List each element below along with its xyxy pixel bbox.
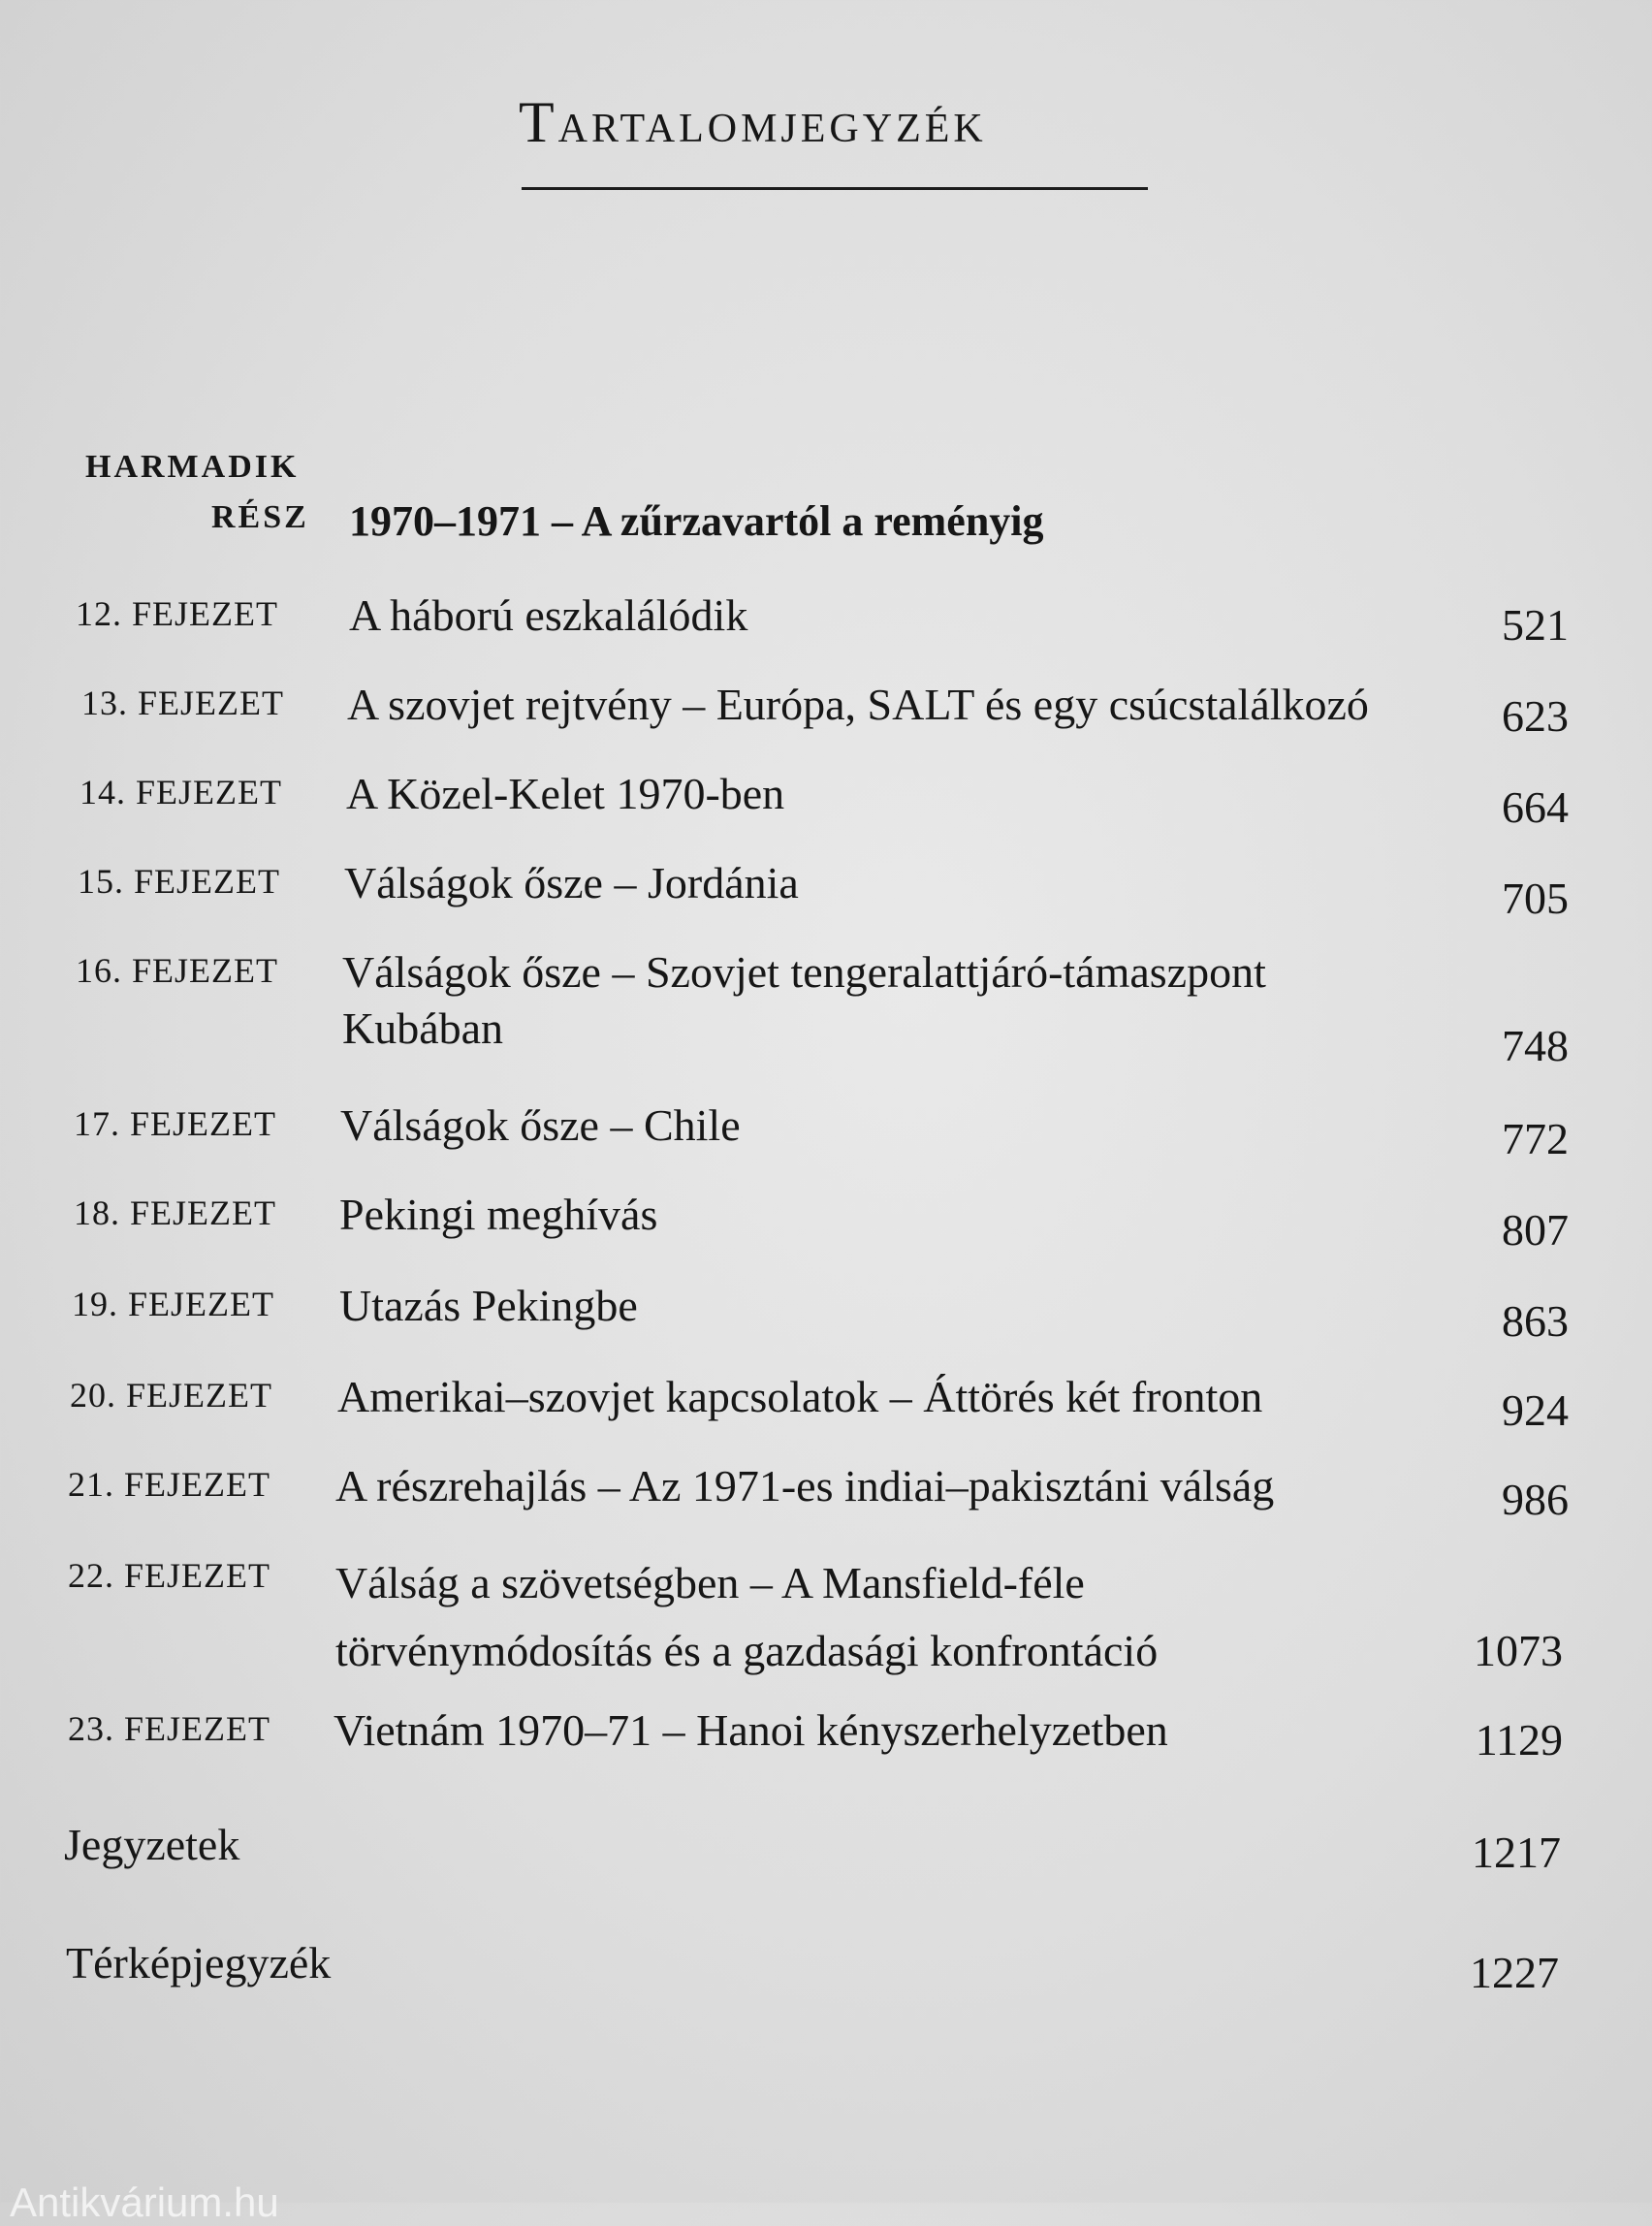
chapter-label: 21. FEJEZET — [68, 1465, 270, 1504]
chapter-page: 664 — [1502, 782, 1569, 832]
chapter-label: 18. FEJEZET — [74, 1193, 276, 1232]
section-title: Térképjegyzék — [66, 1938, 332, 1988]
chapter-title: Pekingi meghívás — [339, 1190, 658, 1239]
chapter-page: 748 — [1502, 1021, 1569, 1070]
chapter-label: 15. FEJEZET — [78, 862, 280, 901]
chapter-title: Válságok ősze – Jordánia — [344, 858, 799, 907]
chapter-title: Válságok ősze – Szovjet tengeralattjáró-támaszpont Kubában — [342, 947, 1266, 1053]
chapter-page: 623 — [1502, 691, 1569, 741]
part-title: 1970–1971 – A zűrzavartól a reményig — [349, 497, 1044, 545]
chapter-title: A háború eszkalálódik — [349, 590, 748, 640]
chapter-title: Vietnám 1970–71 – Hanoi kényszerhelyzetben — [334, 1705, 1168, 1755]
chapter-label: 12. FEJEZET — [76, 594, 278, 633]
chapter-title: Utazás Pekingbe — [339, 1281, 638, 1330]
chapter-page: 521 — [1502, 600, 1569, 650]
chapter-page: 1129 — [1475, 1715, 1563, 1765]
chapter-page: 986 — [1502, 1475, 1569, 1524]
chapter-label: 14. FEJEZET — [79, 773, 282, 811]
chapter-page: 772 — [1502, 1114, 1569, 1163]
chapter-page: 924 — [1502, 1385, 1569, 1435]
chapter-label: 22. FEJEZET — [68, 1556, 270, 1595]
chapter-label: 19. FEJEZET — [72, 1285, 274, 1323]
chapter-title: A részrehajlás – Az 1971-es indiai–pakisztáni válság — [335, 1461, 1275, 1510]
chapter-title: A szovjet rejtvény – Európa, SALT és egy csúcstalálkozó — [347, 680, 1369, 729]
chapter-label: 13. FEJEZET — [81, 684, 284, 722]
chapter-page: 807 — [1502, 1205, 1569, 1255]
chapter-page: 1073 — [1474, 1626, 1563, 1675]
part-label-line2: RÉSZ — [211, 499, 309, 535]
page-title: Tartalomjegyzék — [519, 90, 987, 154]
watermark: Antikvárium.hu — [10, 2179, 279, 2225]
chapter-title: Válság a szövetségben – A Mansfield-féle törvénymódosítás és a gazdasági konfrontáció — [335, 1558, 1159, 1675]
chapter-page: 705 — [1502, 874, 1569, 923]
chapter-page: 863 — [1502, 1296, 1569, 1346]
part-label-line1: HARMADIK — [85, 449, 300, 485]
title-underline — [522, 187, 1148, 190]
section-page: 1217 — [1472, 1828, 1561, 1877]
section-page: 1227 — [1470, 1948, 1559, 1997]
chapter-title: Válságok ősze – Chile — [340, 1100, 741, 1150]
chapter-label: 17. FEJEZET — [74, 1104, 276, 1143]
chapter-label: 23. FEJEZET — [68, 1709, 270, 1748]
chapter-title: A Közel-Kelet 1970-ben — [346, 769, 785, 818]
section-title: Jegyzetek — [64, 1820, 240, 1869]
chapter-label: 16. FEJEZET — [76, 951, 278, 990]
chapter-title: Amerikai–szovjet kapcsolatok – Áttörés két fronton — [337, 1372, 1263, 1421]
chapter-label: 20. FEJEZET — [70, 1376, 272, 1415]
